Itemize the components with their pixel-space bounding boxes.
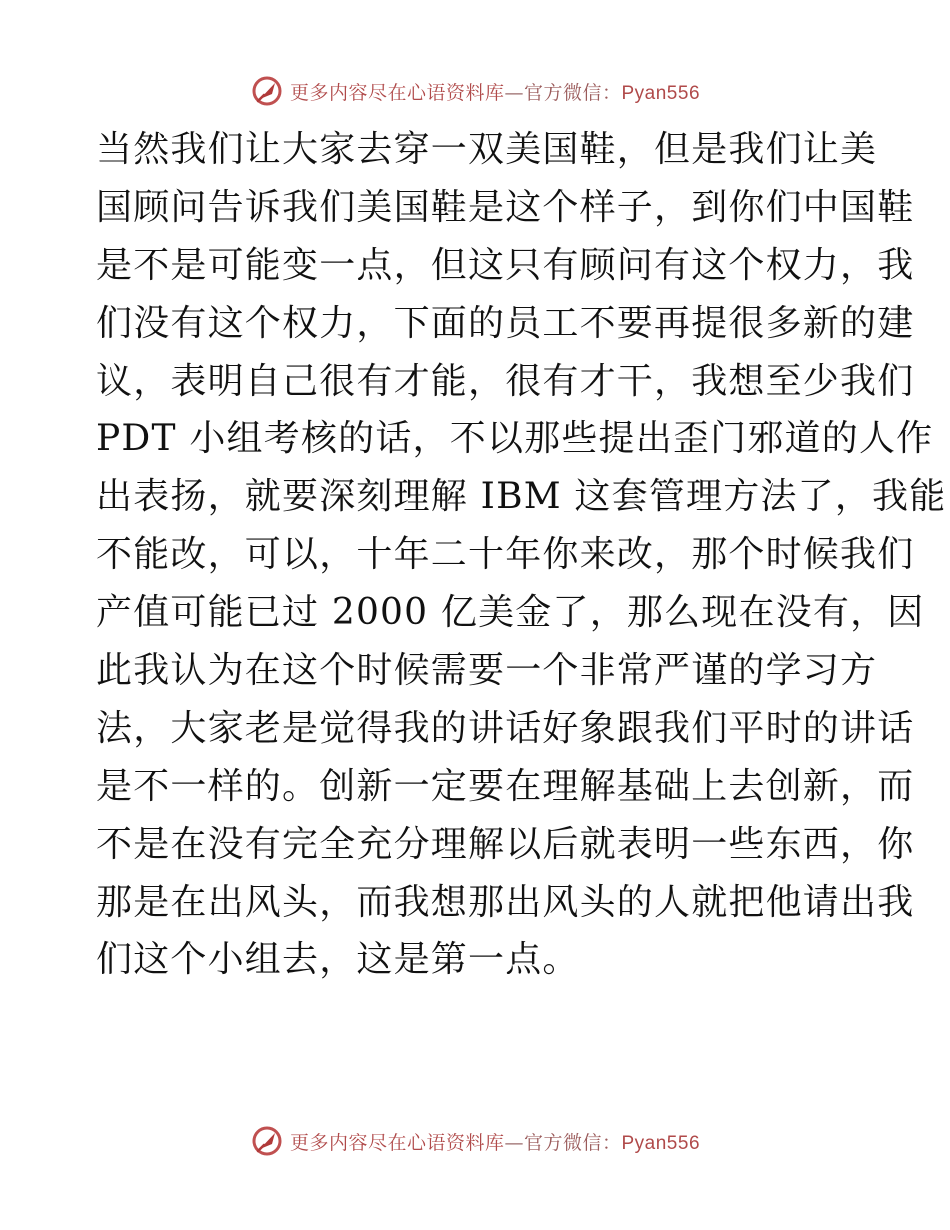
body-line: 们没有这个权力，下面的员工不要再提很多新的建 — [96, 302, 915, 344]
body-line: 此我认为在这个时候需要一个非常严谨的学习方 — [96, 650, 878, 692]
body-line: 们这个小组去，这是第一点。 — [96, 939, 580, 981]
watermark-account: Pyan556 — [621, 1132, 701, 1154]
watermark-account: Pyan556 — [621, 82, 701, 104]
watermark-label: 官方微信： — [523, 81, 622, 104]
watermark-text — [290, 1128, 700, 1155]
watermark-separator: — — [504, 1131, 524, 1154]
watermark-text — [290, 78, 700, 105]
header-watermark — [0, 71, 950, 111]
body-line: 产值可能已过 2000 亿美金了，那么现在没有，因 — [96, 592, 925, 634]
body-line: 议，表明自己很有才能，很有才干，我想至少我们 — [96, 360, 915, 402]
watermark-group — [250, 74, 700, 108]
document-body — [96, 121, 947, 989]
quill-logo-icon — [250, 74, 284, 108]
body-line: 国顾问告诉我们美国鞋是这个样子，到你们中国鞋 — [96, 186, 915, 228]
watermark-label: 官方微信： — [523, 1131, 622, 1154]
watermark-separator: — — [504, 81, 524, 104]
watermark-promo: 更多内容尽在心语资料库 — [289, 81, 505, 104]
watermark-group — [250, 1124, 700, 1158]
body-line: 法，大家老是觉得我的讲话好象跟我们平时的讲话 — [96, 707, 915, 749]
body-line: 当然我们让大家去穿一双美国鞋，但是我们让美 — [96, 129, 878, 170]
footer-watermark — [0, 1121, 950, 1161]
body-line: 是不是可能变一点，但这只有顾问有这个权力，我 — [96, 244, 915, 286]
body-line: 不能改，可以，十年二十年你来改，那个时候我们 — [96, 534, 915, 576]
body-line: 出表扬，就要深刻理解 IBM 这套管理方法了，我能 — [96, 476, 947, 518]
body-line: 不是在没有完全充分理解以后就表明一些东西，你 — [96, 823, 915, 865]
body-line: 是不一样的。创新一定要在理解基础上去创新，而 — [96, 765, 915, 807]
watermark-promo: 更多内容尽在心语资料库 — [289, 1131, 505, 1154]
body-line: 那是在出风头，而我想那出风头的人就把他请出我 — [96, 881, 915, 923]
quill-logo-icon — [250, 1124, 284, 1158]
body-line: PDT 小组考核的话，不以那些提出歪门邪道的人作 — [96, 418, 934, 460]
